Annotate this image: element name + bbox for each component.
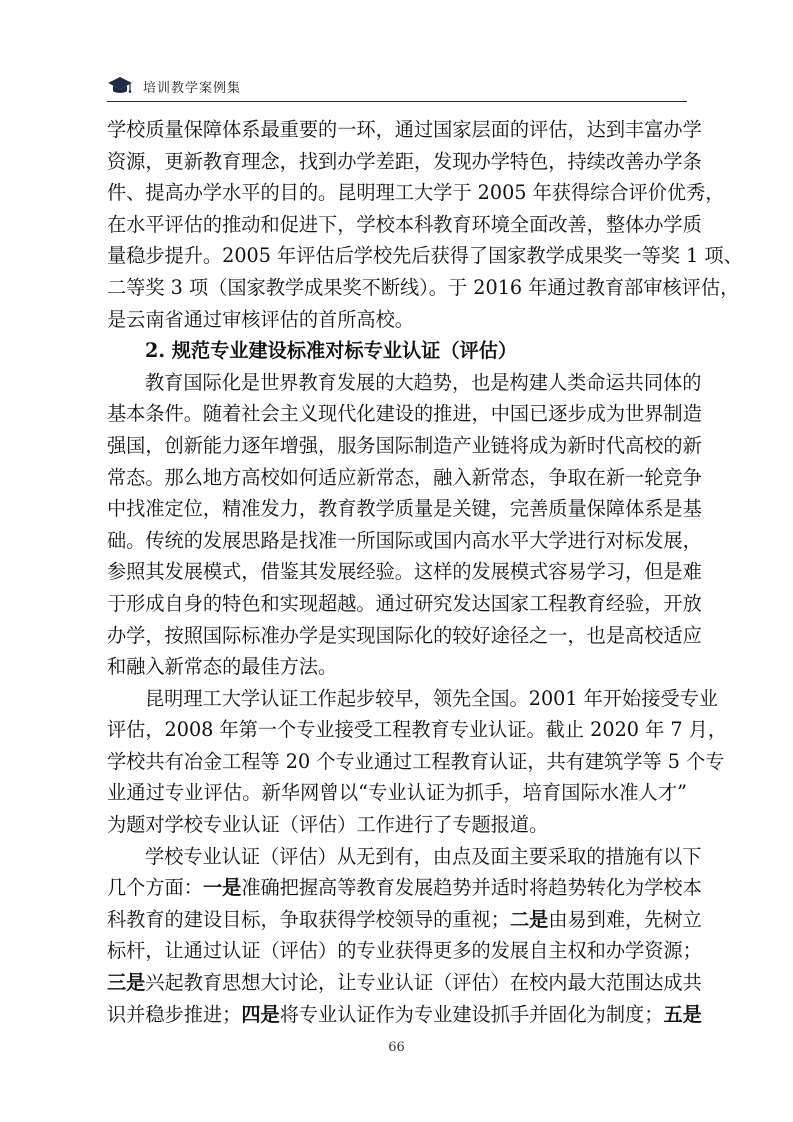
- page-number: 66: [388, 1040, 405, 1055]
- running-header: [107, 72, 241, 100]
- header-title: 培训教学案例集: [143, 80, 242, 96]
- text-run: 识并稳步推进；: [107, 1002, 242, 1026]
- emphasis-keyword: 一是: [202, 876, 242, 900]
- section-heading: 2. 规范专业建设标准对标专业认证（评估）: [145, 339, 518, 363]
- header-divider: [107, 101, 687, 102]
- text-line: 中找准定位，精准发力，教育教学质量是关键，完善质量保障体系是基: [107, 497, 702, 521]
- text-line: 强国，创新能力逐年增强，服务国际制造产业链将成为新时代高校的新: [107, 433, 702, 457]
- text-line: 资源，更新教育理念，找到办学差距，发现办学特色，持续改善办学条: [107, 149, 702, 173]
- text-line: 在水平评估的推动和促进下，学校本科教育环境全面改善，整体办学质: [107, 212, 702, 236]
- text-run: 科教育的建设目标，争取获得学校领导的重视；: [107, 907, 510, 931]
- text-line: 参照其发展模式，借鉴其发展经验。这样的发展模式容易学习，但是难: [107, 560, 702, 584]
- text-line: [107, 872, 702, 904]
- text-line: 办学，按照国际标准办学是实现国际化的较好途径之一，也是高校适应: [107, 623, 702, 647]
- emphasis-keyword: 三是: [107, 971, 146, 995]
- text-run: 几个方面：: [107, 876, 203, 900]
- text-line: 是云南省通过审核评估的首所高校。: [107, 307, 414, 331]
- text-line: [107, 967, 702, 999]
- text-line: 二等奖 3 项（国家教学成果奖不断线）。于 2016 年通过教育部审核评估，: [107, 275, 740, 299]
- emphasis-keyword: 四是: [241, 1002, 280, 1026]
- text-line: 件、提高办学水平的目的。昆明理工大学于 2005 年获得综合评价优秀，: [107, 181, 725, 205]
- text-line: 基本条件。随着社会主义现代化建设的推进，中国已逐步成为世界制造: [107, 402, 702, 426]
- text-line: 和融入新常态的最佳方法。: [107, 655, 338, 679]
- text-run: 学校专业认证（评估）从无到有，由点及面主要采取的措施有以下: [145, 844, 702, 868]
- text-line: 常态。那么地方高校如何适应新常态，融入新常态，争取在新一轮竞争: [107, 465, 702, 489]
- body-text: [107, 114, 743, 1030]
- text-line: [107, 904, 702, 936]
- text-line: 学校共有冶金工程等 20 个专业通过工程教育认证，共有建筑学等 5 个专: [107, 749, 725, 773]
- text-run: 将专业认证作为专业建设抓手并固化为制度；: [279, 1002, 664, 1026]
- text-line: [107, 999, 702, 1031]
- text-line: 教育国际化是世界教育发展的大趋势，也是构建人类命运共同体的: [145, 370, 702, 394]
- text-run: 准确把握高等教育发展趋势并适时将趋势转化为学校本: [241, 876, 702, 900]
- text-line: 础。传统的发展思路是找准一所国际或国内高水平大学进行对标发展，: [107, 528, 702, 552]
- text-line: 业通过专业评估。新华网曾以“专业认证为抓手，培育国际水准人才”: [107, 781, 687, 805]
- text-line: [107, 935, 702, 967]
- text-line: 评估，2008 年第一个专业接受工程教育专业认证。截止 2020 年 7 月，: [107, 718, 728, 742]
- emphasis-keyword: 五是: [663, 1002, 702, 1026]
- text-line: 于形成自身的特色和实现超越。通过研究发达国家工程教育经验，开放: [107, 591, 702, 615]
- text-line: [107, 841, 702, 873]
- graduation-cap-icon: [107, 76, 133, 96]
- text-run: 由易到难，先树立: [548, 907, 702, 931]
- text-line: 学校质量保障体系最重要的一环，通过国家层面的评估，达到丰富办学: [107, 118, 702, 141]
- text-line: 量稳步提升。2005 年评估后学校先后获得了国家教学成果奖一等奖 1 项、: [107, 244, 743, 268]
- text-run: 标杆，让通过认证（评估）的专业获得更多的发展自主权和办学资源；: [107, 939, 702, 963]
- text-run: 兴起教育思想大讨论，让专业认证（评估）在校内最大范围达成共: [145, 971, 702, 995]
- text-line: 昆明理工大学认证工作起步较早，领先全国。2001 年开始接受专业: [145, 686, 718, 710]
- text-line: 为题对学校专业认证（评估）工作进行了专题报道。: [107, 813, 549, 837]
- emphasis-keyword: 二是: [509, 907, 549, 931]
